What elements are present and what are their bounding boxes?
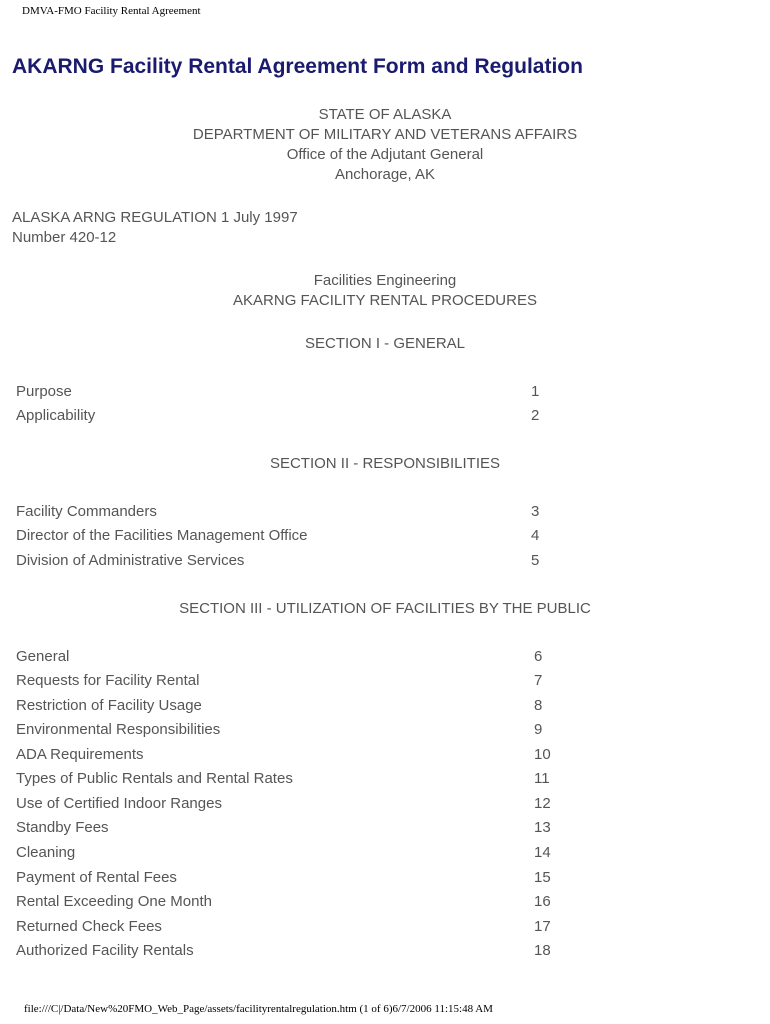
toc-paragraph-number: 5 <box>531 552 540 569</box>
toc-paragraph-number: 14 <box>534 844 551 861</box>
agency-block <box>0 105 770 185</box>
toc-paragraph-number: 1 <box>531 383 540 400</box>
toc-label: Rental Exceeding One Month <box>16 893 212 910</box>
toc-row <box>16 941 556 961</box>
toc-label: Purpose <box>16 383 72 400</box>
toc-label: ADA Requirements <box>16 746 144 763</box>
toc-row <box>16 892 556 912</box>
section-heading: SECTION I - GENERAL <box>304 335 466 352</box>
toc-paragraph-number: 18 <box>534 942 551 959</box>
toc-paragraph-number: 17 <box>534 918 551 935</box>
toc-label: Facility Commanders <box>16 503 157 520</box>
toc-row <box>16 647 556 667</box>
toc-row <box>16 868 556 888</box>
toc-row <box>16 745 556 765</box>
toc-paragraph-number: 3 <box>531 503 540 520</box>
toc-label: Types of Public Rentals and Rental Rates <box>16 770 293 787</box>
toc-label: Restriction of Facility Usage <box>16 697 202 714</box>
toc-paragraph-number: 6 <box>534 648 543 665</box>
toc-paragraph-number: 8 <box>534 697 543 714</box>
toc-row <box>16 696 556 716</box>
browser-print-header: DMVA-FMO Facility Rental Agreement <box>22 5 201 17</box>
location-line: Anchorage, AK <box>334 166 436 183</box>
procedures-dept-line: Facilities Engineering <box>313 272 457 289</box>
toc-label: Returned Check Fees <box>16 918 162 935</box>
toc-row <box>16 818 556 838</box>
toc-paragraph-number: 10 <box>534 746 551 763</box>
toc-label: Cleaning <box>16 844 76 861</box>
state-line: STATE OF ALASKA <box>318 106 452 123</box>
section-heading: SECTION II - RESPONSIBILITIES <box>269 455 501 472</box>
toc-paragraph-number: 2 <box>531 407 540 424</box>
department-line: DEPARTMENT OF MILITARY AND VETERANS AFFAIRS <box>192 126 578 143</box>
regulation-date-line: ALASKA ARNG REGULATION 1 July 1997 <box>12 209 298 226</box>
toc-label: Applicability <box>16 407 96 424</box>
toc-paragraph-number: 13 <box>534 819 551 836</box>
toc-label: General <box>16 648 70 665</box>
toc-row <box>16 917 556 937</box>
toc-label: Authorized Facility Rentals <box>16 942 194 959</box>
toc-row <box>16 794 556 814</box>
toc-label: Payment of Rental Fees <box>16 869 177 886</box>
toc-row <box>16 551 556 571</box>
toc-label: Standby Fees <box>16 819 109 836</box>
toc-row <box>16 502 556 522</box>
page-title: AKARNG Facility Rental Agreement Form and Regulation <box>12 55 583 78</box>
toc-paragraph-number: 15 <box>534 869 551 886</box>
toc-row <box>16 406 556 426</box>
toc-row <box>16 671 556 691</box>
office-line: Office of the Adjutant General <box>286 146 484 163</box>
toc-row <box>16 720 556 740</box>
toc-label: Director of the Facilities Management Office <box>16 527 308 544</box>
toc-label: Use of Certified Indoor Ranges <box>16 795 222 812</box>
toc-row <box>16 382 556 402</box>
toc-label: Requests for Facility Rental <box>16 672 200 689</box>
toc-paragraph-number: 7 <box>534 672 543 689</box>
procedures-block <box>0 271 770 311</box>
regulation-number-line: Number 420-12 <box>12 229 117 246</box>
toc-label: Environmental Responsibilities <box>16 721 221 738</box>
toc-paragraph-number: 9 <box>534 721 543 738</box>
procedures-title-line: AKARNG FACILITY RENTAL PROCEDURES <box>233 292 537 309</box>
toc-paragraph-number: 4 <box>531 527 540 544</box>
toc-row <box>16 769 556 789</box>
toc-paragraph-number: 12 <box>534 795 551 812</box>
browser-print-footer: file:///C|/Data/New%20FMO_Web_Page/assets/facilityrentalregulation.htm (1 of 6)6/7/2006 11:15:48 AM <box>24 1003 493 1015</box>
toc-paragraph-number: 16 <box>534 893 551 910</box>
toc-row <box>16 843 556 863</box>
regulation-block <box>12 208 298 248</box>
toc-label: Division of Administrative Services <box>16 552 245 569</box>
toc-row <box>16 526 556 546</box>
toc-paragraph-number: 11 <box>534 770 550 787</box>
section-heading: SECTION III - UTILIZATION OF FACILITIES BY THE PUBLIC <box>179 600 591 617</box>
